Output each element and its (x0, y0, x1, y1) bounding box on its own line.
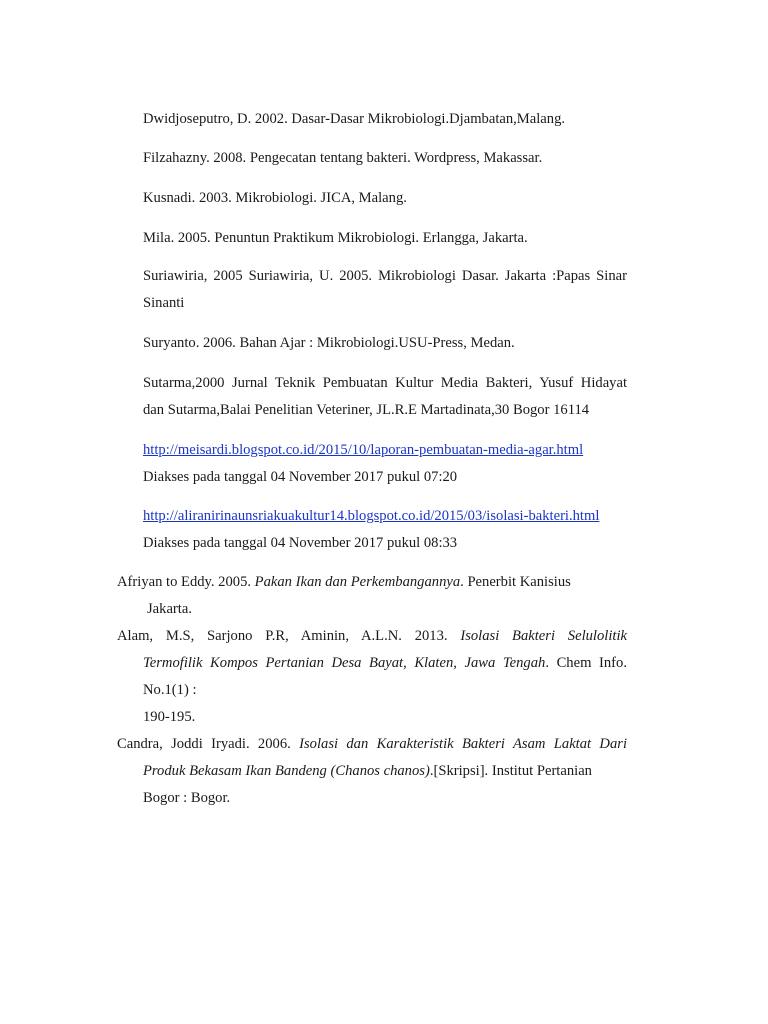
reference-line: Sutarma,2000 Jurnal Teknik Pembuatan Kultur Media Bakteri, Yusuf Hidayat (143, 375, 627, 391)
reference-authors: Afriyan to Eddy. 2005. (117, 574, 255, 590)
reference-publisher: .[Skripsi]. Institut Pertanian (429, 763, 592, 779)
reference-authors: Candra, Joddi Iryadi. 2006. (117, 736, 300, 752)
link-meisardi[interactable]: http://meisardi.blogspot.co.id/2015/10/laporan-pembuatan-media-agar.html (143, 442, 584, 458)
reference-candra (117, 731, 627, 812)
reference-line: No.1(1) : (143, 682, 197, 698)
reference-line: Bogor : Bogor. (143, 790, 231, 806)
reference-authors: Alam, M.S, Sarjono P.R, Aminin, A.L.N. 2013. (117, 628, 461, 644)
reference-line-inner (143, 650, 627, 677)
reference-line (117, 623, 627, 650)
reference-line (117, 731, 627, 758)
reference-filzahazny (143, 145, 627, 172)
link-aliranirina[interactable]: http://aliranirinaunsriakuakultur14.blogspot.co.id/2015/03/isolasi-bakteri.html (143, 508, 600, 524)
reference-line: 190-195. (143, 709, 196, 725)
reference-title: Isolasi dan Karakteristik Bakteri Asam Laktat Dari (299, 736, 627, 752)
reference-publisher: . Penerbit Kanisius (460, 574, 571, 590)
reference-line (117, 569, 627, 596)
reference-mila (143, 225, 627, 252)
reference-text: Mila. 2005. Penuntun Praktikum Mikrobiologi. Erlangga, Jakarta. (143, 230, 528, 246)
reference-line (117, 650, 627, 677)
reference-text: Suryanto. 2006. Bahan Ajar : Mikrobiologi.USU-Press, Medan. (143, 335, 515, 351)
reference-text: Kusnadi. 2003. Mikrobiologi. JICA, Malang. (143, 190, 407, 206)
reference-text: Filzahazny. 2008. Pengecatan tentang bakteri. Wordpress, Makassar. (143, 150, 543, 166)
reference-line (117, 758, 627, 785)
reference-line: Jakarta. (147, 601, 192, 617)
reference-text: Dwidjoseputro, D. 2002. Dasar-Dasar Mikrobiologi.Djambatan,Malang. (143, 111, 566, 127)
access-date-note: Diakses pada tanggal 04 November 2017 pukul 08:33 (143, 535, 458, 551)
reference-line: Sinanti (143, 295, 185, 311)
reference-line: Suriawiria, 2005 Suriawiria, U. 2005. Mikrobiologi Dasar. Jakarta :Papas Sinar (143, 268, 627, 284)
access-date-note: Diakses pada tanggal 04 November 2017 pukul 07:20 (143, 469, 458, 485)
reference-title: Pakan Ikan dan Perkembangannya (254, 574, 461, 590)
reference-line: dan Sutarma,Balai Penelitian Veteriner, JL.R.E Martadinata,30 Bogor 16114 (143, 402, 590, 418)
reference-sutarma (143, 370, 627, 424)
reference-link-meisardi (143, 437, 627, 491)
reference-title: Termofilik Kompos Pertanian Desa Bayat, Klaten, Jawa Tengah (143, 655, 546, 671)
reference-kusnadi (143, 185, 627, 212)
reference-alam (117, 623, 627, 731)
reference-link-aliranirina (143, 503, 627, 557)
reference-title: Produk Bekasam Ikan Bandeng (Chanos chanos) (143, 763, 430, 779)
reference-afriyan (117, 569, 627, 623)
reference-title: Isolasi Bakteri Selulolitik (460, 628, 627, 644)
reference-suryanto (143, 330, 627, 357)
reference-suriawiria (143, 263, 627, 317)
reference-journal: . Chem Info. (545, 655, 627, 671)
reference-dwidjoseputro (143, 106, 627, 133)
